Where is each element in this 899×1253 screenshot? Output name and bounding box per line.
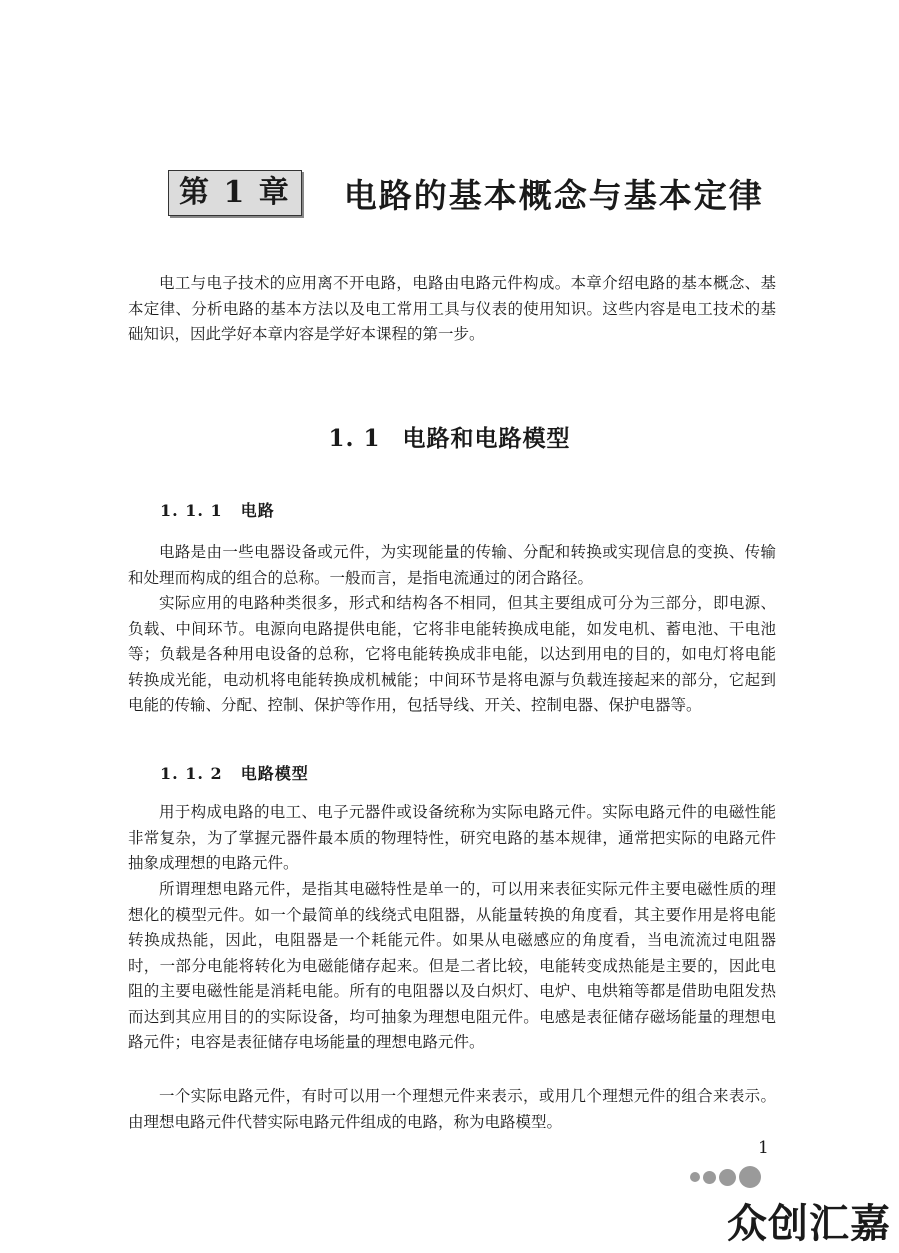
subsection-title: 电路模型: [240, 764, 309, 783]
intro-paragraph: 电工与电子技术的应用离不开电路，电路由电路元件构成。本章介绍电路的基本概念、基本定律、分析电路的基本方法以及电工常用工具与仪表的使用知识。这些内容是电工技术的基础知识，因此学好本章内容是学好本课程的第一步。: [128, 274, 776, 343]
paragraph-actual-elements: 用于构成电路的电工、电子元器件或设备统称为实际电路元件。实际电路元件的电磁性能非常复杂，为了掌握元器件最本质的物理特性，研究电路的基本规律，通常把实际的电路元件抽象成理想的电路元件。: [128, 803, 776, 872]
section-heading: [0, 420, 899, 453]
subsection-number: 1. 1. 2: [160, 764, 223, 783]
watermark-logo: 众创汇嘉: [727, 1201, 891, 1247]
subsection-heading-1-1-1: [160, 498, 275, 521]
subsection-number: 1. 1. 1: [160, 501, 223, 520]
decoration-dot: [703, 1171, 716, 1184]
section-title: 电路和电路模型: [402, 425, 571, 452]
chapter-label: 第 1 章: [168, 170, 302, 216]
decoration-dot: [739, 1166, 761, 1188]
subsection-heading-1-1-2: [160, 761, 309, 784]
subsection-title: 电路: [240, 501, 275, 520]
chapter-title: 电路的基本概念与基本定律: [343, 175, 764, 215]
decoration-dot: [719, 1169, 736, 1186]
paragraph-ideal-elements: 所谓理想电路元件，是指其电磁特性是单一的，可以用来表征实际元件主要电磁性质的理想化的模型元件。如一个最简单的线绕式电阻器，从能量转换的角度看，其主要作用是将电能转换成热能，因此，电阻器是一个耗能元件。如果从电磁感应的角度看，当电流流过电阻器时，一部分电能将转化为电磁能储存起来。但是二者比较，电能转变成热能是主要的，因此电阻的主要电磁性能是消耗电能。所有的电阻器以及白炽灯、电炉、电烘箱等都是借助电阻发热而达到其应用目的的实际设备，均可抽象为理想电阻元件。电感是表征储存磁场能量的理想电路元件；电容是表征储存电场能量的理想电路元件。: [128, 880, 776, 1051]
paragraph-circuit-model: 一个实际电路元件，有时可以用一个理想元件来表示，或用几个理想元件的组合来表示。由理想电路元件代替实际电路元件组成的电路，称为电路模型。: [128, 1087, 776, 1131]
paragraph-circuit-components: 实际应用的电路种类很多，形式和结构各不相同，但其主要组成可分为三部分，即电源、负载、中间环节。电源向电路提供电能，它将非电能转换成电能，如发电机、蓄电池、干电池等；负载是各种用电设备的总称，它将电能转换成非电能，以达到用电的目的，如电灯将电能转换成光能，电动机将电能转换成机械能；中间环节是将电源与负载连接起来的部分，它起到电能的传输、分配、控制、保护等作用，包括导线、开关、控制电器、保护电器等。: [128, 594, 776, 714]
page-number: 1: [758, 1138, 769, 1158]
chapter-heading: [168, 168, 764, 218]
section-number: 1. 1: [328, 425, 381, 452]
paragraph-circuit-definition: 电路是由一些电器设备或元件，为实现能量的传输、分配和转换或实现信息的变换、传输和处理而构成的组合的总称。一般而言，是指电流通过的闭合路径。: [128, 543, 776, 587]
decoration-dot: [690, 1172, 700, 1182]
page-decoration-dots: [690, 1166, 761, 1188]
